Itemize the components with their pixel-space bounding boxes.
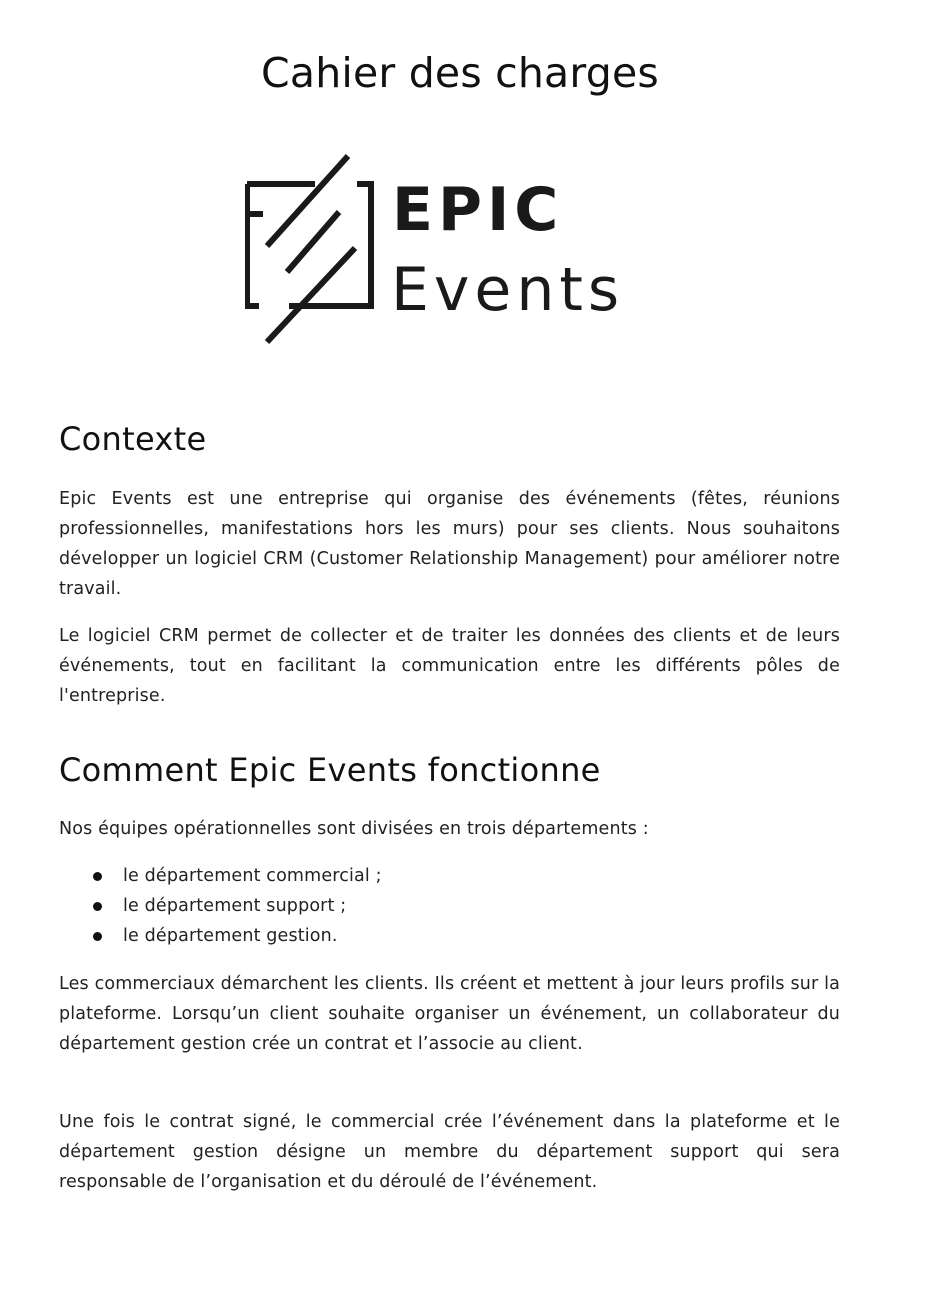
bullet-icon (93, 872, 102, 881)
fonctionnement-paragraph-2: Une fois le contrat signé, le commercial crée l’événement dans la plateforme et le département gestion désigne un membre du département support qui sera responsable de l’organisation et du déroulé de l’événement. (59, 1112, 840, 1192)
section-heading-contexte: Contexte (59, 420, 207, 458)
section-heading-fonctionnement: Comment Epic Events fonctionne (59, 751, 601, 789)
slashed-square-logo-icon (245, 152, 385, 348)
logo-word-epic: EPIC (392, 175, 564, 245)
fonctionnement-intro: Nos équipes opérationnelles sont divisées en trois départements : (59, 819, 649, 839)
contexte-paragraph-2: Le logiciel CRM permet de collecter et de traiter les données des clients et de leurs événements, tout en facilitant la communication entre les différents pôles de l'entreprise. (59, 626, 840, 706)
fonctionnement-paragraph-1: Les commerciaux démarchent les clients. Ils créent et mettent à jour leurs profils sur la plateforme. Lorsqu’un client souhaite organiser un événement, un collaborateur du département gestion crée un contrat et l’associe au client. (59, 974, 840, 1054)
bullet-icon (93, 902, 102, 911)
epic-events-logo (245, 152, 670, 348)
list-item (59, 891, 382, 921)
bullet-icon (93, 932, 102, 941)
document-title: Cahier des charges (261, 49, 659, 97)
contexte-paragraph-1: Epic Events est une entreprise qui organise des événements (fêtes, réunions professionnelles, manifestations hors les murs) pour ses clients. Nous souhaitons développer un logiciel CRM (Customer Relationship Management) pour améliorer notre travail. (59, 489, 840, 599)
departments-list (59, 861, 382, 951)
department-label: le département gestion. (123, 926, 338, 946)
list-item (59, 921, 382, 951)
department-label: le département support ; (123, 896, 347, 916)
list-item (59, 861, 382, 891)
department-label: le département commercial ; (123, 866, 382, 886)
logo-word-events: Events (391, 255, 625, 325)
